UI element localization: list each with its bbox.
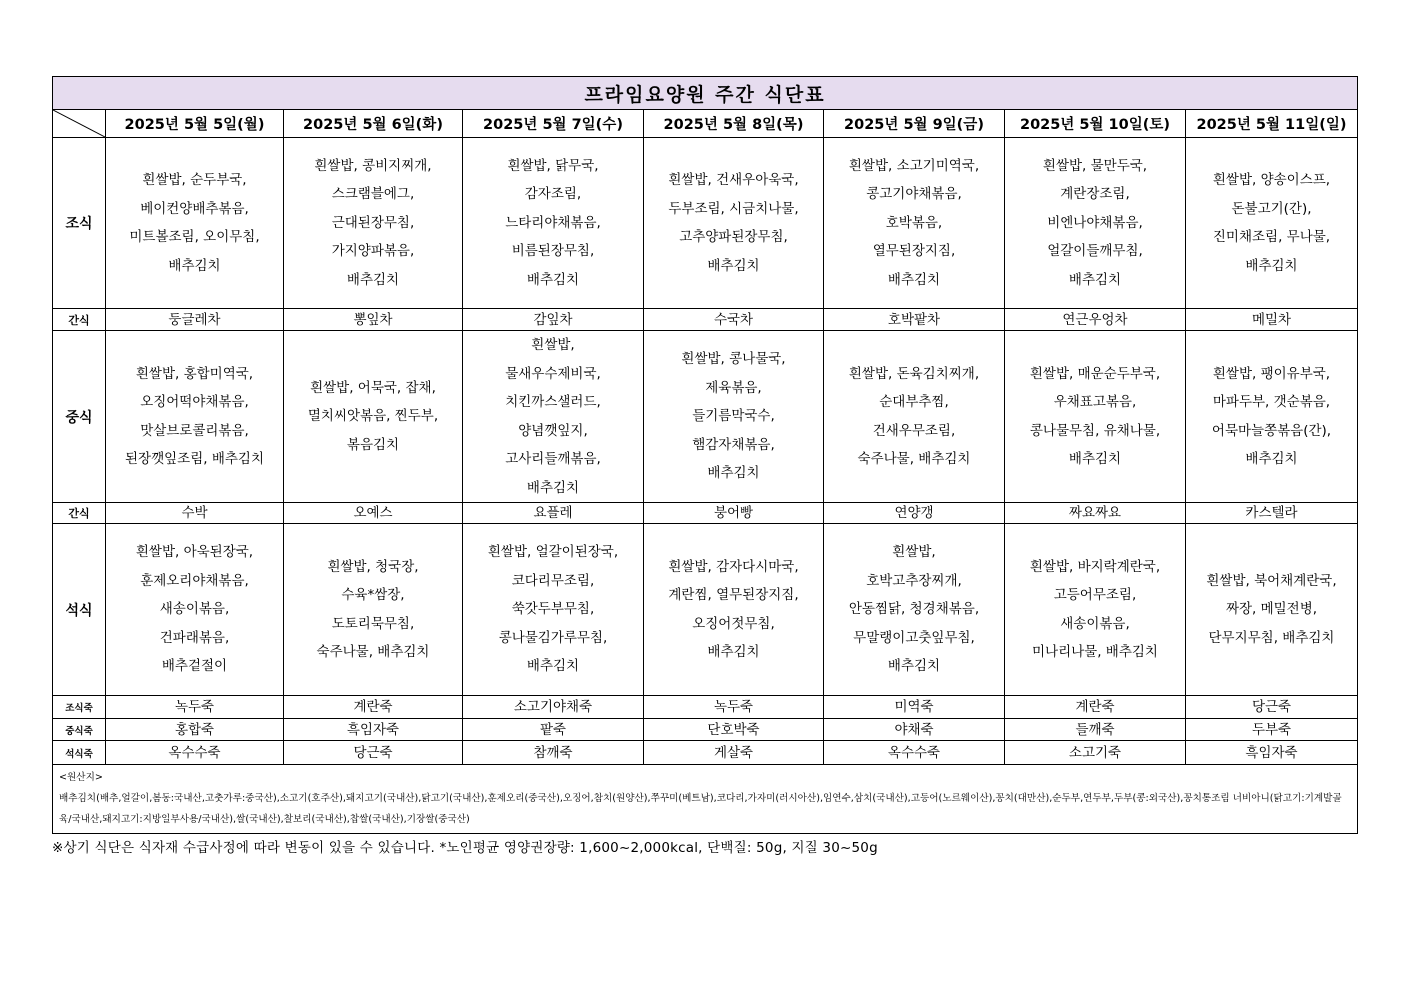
menu-item-line: 콩나물김가루무침, [498, 629, 608, 646]
menu-item-line: 배추김치 [1245, 257, 1298, 274]
menu-item-line: 도토리묵무침, [331, 615, 415, 632]
porridge-cell: 당근죽 [1186, 696, 1358, 719]
meal-cell [824, 331, 1005, 503]
menu-item-line: 느타리야채볶음, [505, 214, 601, 231]
menu-item-line: 얼갈이들깨무침, [1047, 243, 1143, 260]
meal-cell [824, 524, 1005, 696]
menu-item-line: 근대된장무침, [331, 214, 415, 231]
menu-item-line: 새송이볶음, [159, 601, 230, 618]
porridge-cell: 홍합죽 [106, 719, 284, 741]
menu-item-line: 비름된장무침, [511, 243, 595, 260]
meal-cell [284, 524, 463, 696]
meal-cell [463, 331, 644, 503]
snack-cell: 카스텔라 [1186, 503, 1358, 524]
menu-item-line: 흰쌀밥, 얼갈이된장국, [487, 544, 619, 561]
menu-item-line: 배추김치 [168, 257, 221, 274]
snack-cell: 붕어빵 [644, 503, 824, 524]
menu-item-line: 흰쌀밥, 아욱된장국, [135, 544, 254, 561]
snack-cell: 수국차 [644, 309, 824, 331]
meal-cell [106, 524, 284, 696]
menu-item-line: 열무된장지짐, [872, 243, 956, 260]
menu-item-line: 호박고추장찌개, [866, 572, 962, 589]
meal-cell [463, 138, 644, 309]
menu-item-line: 배추김치 [1068, 271, 1122, 288]
menu-item-line: 배추김치 [526, 271, 580, 288]
menu-item-line: 마파두부, 갯순볶음, [1212, 394, 1331, 410]
menu-item-line: 진미채조림, 무나물, [1212, 229, 1331, 245]
menu-item-line: 건파래볶음, [159, 629, 230, 646]
menu-item-line: 볶음김치 [346, 436, 400, 453]
menu-item-line: 비엔나야채볶음, [1047, 214, 1143, 231]
porridge-cell: 소고기죽 [1005, 741, 1186, 765]
menu-item-line: 햄감자채볶음, [692, 436, 775, 453]
meal-cell [824, 138, 1005, 309]
menu-row-porridge-lunch [53, 719, 1358, 741]
menu-row-snack1 [53, 309, 1358, 331]
day-header: 2025년 5월 10일(토) [1005, 110, 1186, 138]
menu-item-line: 코다리무조림, [511, 572, 595, 589]
menu-item-line: 배추김치 [887, 658, 941, 675]
weekly-menu-table [52, 76, 1358, 834]
menu-item-line: 가지양파볶음, [331, 243, 415, 260]
meal-cell [1186, 331, 1358, 503]
snack-cell: 오예스 [284, 503, 463, 524]
snack-cell: 메밀차 [1186, 309, 1358, 331]
menu-row-porridge-breakfast [53, 696, 1358, 719]
meal-cell [106, 331, 284, 503]
menu-item-line: 흰쌀밥, 홍합미역국, [135, 365, 254, 382]
menu-item-line: 흰쌀밥, 북어채계란국, [1206, 572, 1337, 589]
menu-item-line: 고등어무조림, [1053, 587, 1137, 603]
snack-cell: 연근우엉차 [1005, 309, 1186, 331]
menu-item-line: 흰쌀밥, 팽이유부국, [1212, 365, 1331, 382]
menu-row-breakfast [53, 138, 1358, 309]
menu-item-line: 양념깻잎지, [518, 422, 588, 439]
porridge-cell: 당근죽 [284, 741, 463, 765]
snack-cell: 수박 [106, 503, 284, 524]
row-label: 간식 [53, 309, 106, 331]
porridge-cell: 흑임자죽 [1186, 741, 1358, 765]
menu-item-line: 흰쌀밥, [531, 337, 575, 353]
menu-item-line: 고사리들깨볶음, [505, 451, 601, 467]
day-header: 2025년 5월 8일(목) [644, 110, 824, 138]
meal-cell [1005, 331, 1186, 503]
date-header-row [53, 110, 1358, 138]
menu-item-line: 배추김치 [707, 644, 760, 660]
menu-item-line: 훈제오리야채볶음, [140, 572, 249, 589]
menu-item-line: 무말랭이고춧잎무침, [853, 629, 975, 646]
snack-cell: 연양갱 [824, 503, 1005, 524]
meal-cell [284, 331, 463, 503]
menu-item-line: 숙주나물, 배추김치 [857, 451, 971, 467]
snack-cell: 뽕잎차 [284, 309, 463, 331]
menu-item-line: 콩나물무침, 유채나물, [1029, 422, 1161, 439]
meal-cell [644, 524, 824, 696]
row-label: 간식 [53, 503, 106, 524]
snack-cell: 둥글레차 [106, 309, 284, 331]
menu-item-line: 된장깻잎조림, 배추김치 [125, 451, 264, 467]
menu-item-line: 흰쌀밥, 청국장, [327, 558, 419, 575]
meal-cell [644, 138, 824, 309]
menu-row-snack2 [53, 503, 1358, 524]
menu-item-line: 흰쌀밥, 바지락계란국, [1029, 558, 1161, 575]
menu-item-line: 배추김치 [526, 658, 580, 675]
porridge-cell: 단호박죽 [644, 719, 824, 741]
menu-item-line: 숙주나물, 배추김치 [316, 644, 430, 660]
menu-item-line: 흰쌀밥, 감자다시마국, [668, 558, 799, 575]
menu-item-line: 단무지무침, 배추김치 [1208, 629, 1335, 646]
menu-item-line: 흰쌀밥, 소고기미역국, [848, 157, 980, 174]
menu-item-line: 우채표고볶음, [1053, 394, 1137, 410]
menu-item-line: 호박볶음, [885, 214, 943, 231]
menu-item-line: 흰쌀밥, 물만두국, [1042, 157, 1148, 174]
porridge-cell: 소고기야채죽 [463, 696, 644, 719]
menu-item-line: 건새우무조림, [872, 422, 956, 439]
menu-item-line: 감자조림, [524, 186, 582, 203]
day-header: 2025년 5월 9일(금) [824, 110, 1005, 138]
menu-item-line: 쑥갓두부무침, [511, 601, 595, 618]
meal-cell [106, 138, 284, 309]
snack-cell: 요플레 [463, 503, 644, 524]
meal-cell [1005, 524, 1186, 696]
menu-item-line: 콩고기야채볶음, [866, 186, 962, 203]
porridge-cell: 두부죽 [1186, 719, 1358, 741]
menu-item-line: 맛살브로콜리볶음, [140, 422, 249, 439]
menu-row-porridge-dinner [53, 741, 1358, 765]
porridge-cell: 야채죽 [824, 719, 1005, 741]
diagonal-line [53, 110, 105, 137]
menu-item-line: 배추겉절이 [161, 658, 228, 675]
porridge-cell: 계란죽 [1005, 696, 1186, 719]
menu-item-line: 수육*쌈장, [341, 587, 405, 603]
menu-item-line: 계란찜, 열무된장지짐, [668, 587, 799, 603]
porridge-cell: 녹두죽 [106, 696, 284, 719]
menu-item-line: 흰쌀밥, 건새우아욱국, [668, 172, 799, 188]
menu-item-line: 미트볼조림, 오이무침, [129, 229, 260, 245]
row-label: 중식 [53, 331, 106, 503]
porridge-cell: 녹두죽 [644, 696, 824, 719]
menu-item-line: 미나리나물, 배추김치 [1032, 644, 1158, 660]
origin-title: <원산지> [59, 772, 103, 783]
menu-item-line: 짜장, 메밀전병, [1225, 601, 1318, 618]
menu-item-line: 흰쌀밥, 매운순두부국, [1029, 365, 1161, 382]
menu-item-line: 배추김치 [1245, 451, 1298, 467]
snack-cell: 감잎차 [463, 309, 644, 331]
menu-item-line: 어묵마늘쫑볶음(간), [1211, 422, 1332, 439]
menu-item-line: 고추양파된장무침, [679, 229, 788, 245]
menu-item-line: 오징어젓무침, [692, 615, 775, 632]
menu-item-line: 들기름막국수, [692, 408, 775, 425]
menu-item-line: 물새우수제비국, [505, 365, 601, 382]
porridge-cell: 게살죽 [644, 741, 824, 765]
menu-item-line: 제육볶음, [705, 379, 762, 396]
menu-item-line: 흰쌀밥, [892, 544, 936, 561]
meal-cell [1186, 138, 1358, 309]
porridge-cell: 참깨죽 [463, 741, 644, 765]
origin-text: 배추김치(배추,얼갈이,봄동:국내산,고춧가루:중국산),소고기(호주산),돼지고기(국내산),닭고기(국내산),훈제오리(중국산),오징어,참치(원양산),쭈꾸미(베트남),코다리,가자미(러시아산),임연수,삼치(국내산),고등어(노르웨이산),꽁치(대만산),순두부,연두부,두부(콩:외국산),꽁치통조림 너비아니(닭고기:기계발골육/국내산,돼지고기:지방일부사용/국내산),쌀(국내산),찰보리(국내산),찹쌀(국내산),기장쌀(중국산) [59, 793, 1342, 825]
porridge-cell: 미역죽 [824, 696, 1005, 719]
menu-title: 프라임요양원 주간 식단표 [53, 77, 1358, 110]
row-label: 중식죽 [53, 719, 106, 741]
menu-item-line: 흰쌀밥, 어묵국, 잡채, [310, 379, 436, 396]
menu-item-line: 오징어떡야채볶음, [140, 394, 249, 410]
menu-item-line: 두부조림, 시금치나물, [668, 200, 799, 217]
porridge-cell: 흑임자죽 [284, 719, 463, 741]
porridge-cell: 옥수수죽 [106, 741, 284, 765]
row-label: 조식 [53, 138, 106, 309]
menu-row-dinner [53, 524, 1358, 696]
menu-item-line: 배추김치 [707, 257, 760, 274]
menu-item-line: 흰쌀밥, 콩나물국, [681, 351, 786, 368]
menu-item-line: 계란장조림, [1060, 186, 1130, 203]
menu-item-line: 흰쌀밥, 돈육김치찌개, [848, 365, 980, 382]
origin-info [53, 765, 1358, 834]
snack-cell: 짜요짜요 [1005, 503, 1186, 524]
menu-item-line: 배추김치 [346, 271, 400, 288]
menu-item-line: 배추김치 [526, 479, 580, 496]
day-header: 2025년 5월 11일(일) [1186, 110, 1358, 138]
menu-row-lunch [53, 331, 1358, 503]
meal-cell [644, 331, 824, 503]
day-header: 2025년 5월 5일(월) [106, 110, 284, 138]
porridge-cell: 계란죽 [284, 696, 463, 719]
meal-cell [463, 524, 644, 696]
meal-cell [1005, 138, 1186, 309]
menu-item-line: 새송이볶음, [1060, 615, 1130, 632]
menu-item-line: 흰쌀밥, 양송이스프, [1212, 172, 1331, 188]
porridge-cell: 들깨죽 [1005, 719, 1186, 741]
row-label: 석식 [53, 524, 106, 696]
day-header: 2025년 5월 7일(수) [463, 110, 644, 138]
menu-item-line: 흰쌀밥, 순두부국, [142, 172, 247, 188]
menu-item-line: 순대부추찜, [879, 394, 949, 410]
menu-item-line: 안동찜닭, 청경채볶음, [848, 601, 980, 618]
menu-item-line: 배추김치 [1068, 451, 1122, 467]
meal-cell [284, 138, 463, 309]
corner-cell [53, 110, 106, 138]
menu-item-line: 흰쌀밥, 닭무국, [507, 157, 599, 174]
snack-cell: 호박팥차 [824, 309, 1005, 331]
porridge-cell: 팥죽 [463, 719, 644, 741]
meal-cell [1186, 524, 1358, 696]
day-header: 2025년 5월 6일(화) [284, 110, 463, 138]
menu-item-line: 베이컨양배추볶음, [140, 200, 249, 217]
menu-item-line: 돈불고기(간), [1231, 200, 1312, 217]
menu-item-line: 멸치씨앗볶음, 찐두부, [307, 408, 439, 425]
row-label: 석식죽 [53, 741, 106, 765]
menu-item-line: 흰쌀밥, 콩비지찌개, [314, 157, 432, 174]
porridge-cell: 옥수수죽 [824, 741, 1005, 765]
menu-item-line: 치킨까스샐러드, [505, 394, 601, 410]
footnote: ※상기 식단은 식자재 수급사정에 따라 변동이 있을 수 있습니다. *노인평균 영양권장량: 1,600~2,000kcal, 단백질: 50g, 지질 30~50g [52, 840, 878, 856]
menu-item-line: 스크램블에그, [331, 186, 415, 203]
menu-item-line: 배추김치 [887, 271, 941, 288]
menu-item-line: 배추김치 [707, 465, 760, 482]
row-label: 조식죽 [53, 696, 106, 719]
